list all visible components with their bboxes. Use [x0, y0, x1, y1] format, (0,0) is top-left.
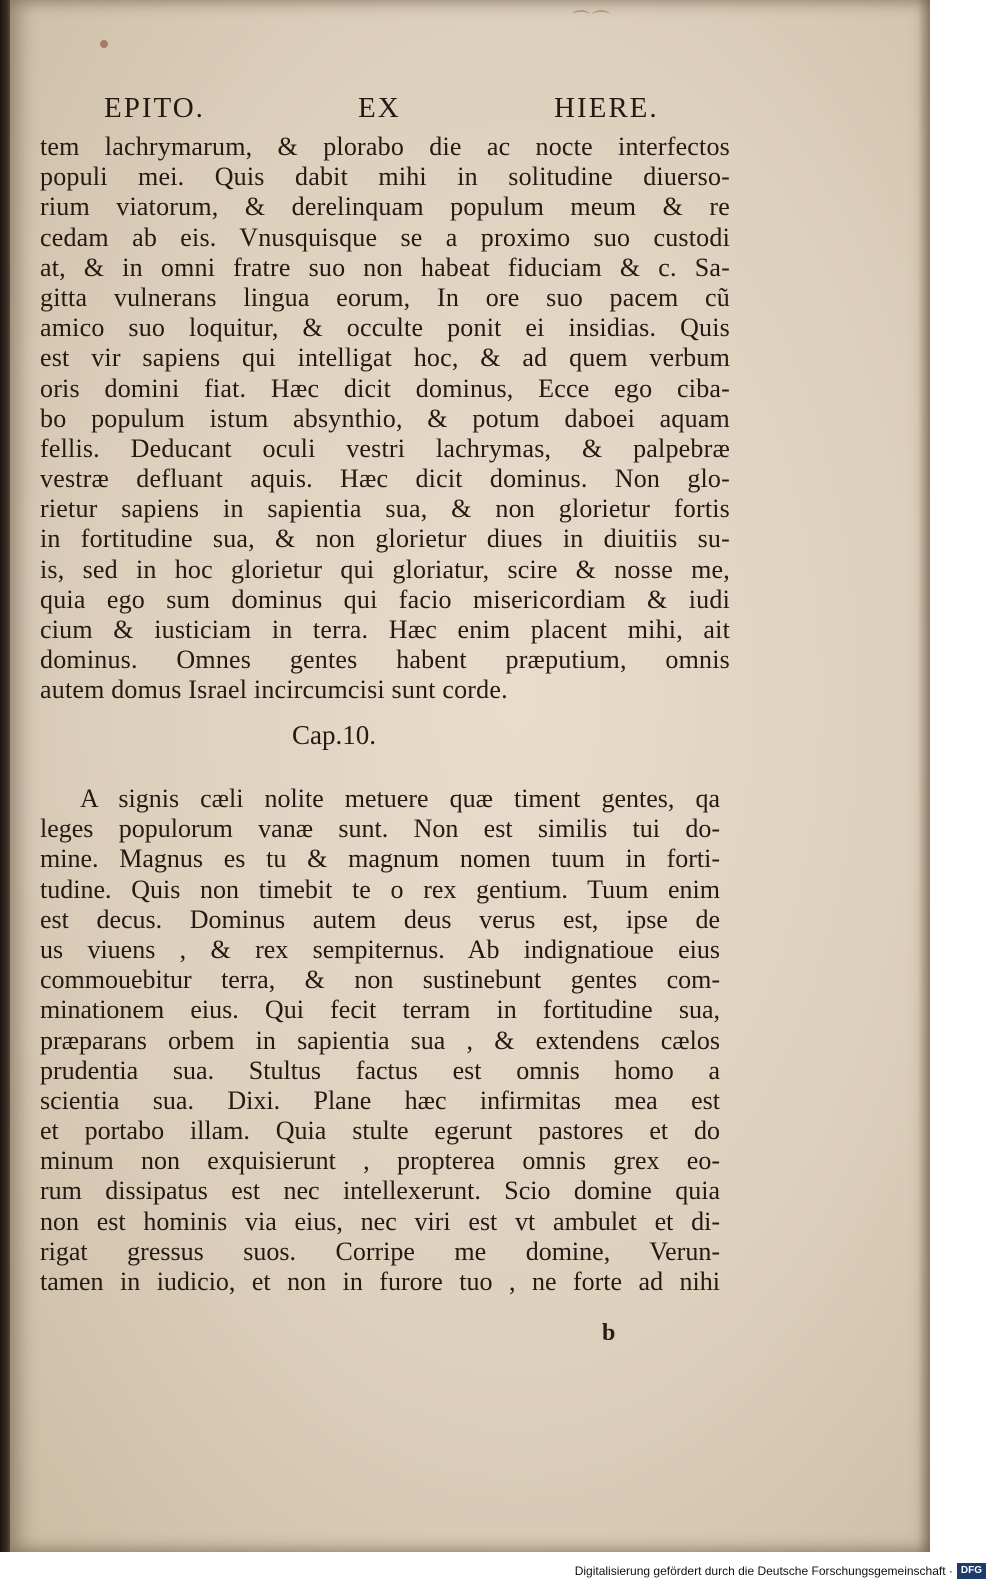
text-line: cedam ab eis. Vnusquisque se a proximo suo custodi	[40, 222, 730, 252]
body-text-top	[40, 132, 730, 706]
text-line: rietur sapiens in sapientia sua, & non glorietur fortis	[40, 494, 730, 524]
text-line: minationem eius. Qui fecit terram in fortitudine sua,	[40, 995, 720, 1025]
text-line: cium & iusticiam in terra. Hæc enim placent mihi, ait	[40, 615, 730, 644]
text-line: autem domus Israel incircumcisi sunt corde.	[40, 675, 508, 705]
catchword: b	[602, 1320, 616, 1346]
text-line: oris domini fiat. Hæc dicit dominus, Ecce ego ciba-	[40, 373, 730, 403]
text-line: præparans orbem in sapientia sua , & extendens cælos	[40, 1025, 720, 1055]
book-page	[10, 0, 930, 1552]
text-line: bo populum istum absynthio, & potum daboei aquam	[40, 403, 730, 433]
text-line: rigat gressus suos. Corripe me domine, Verun-	[40, 1236, 720, 1266]
text-line: est vir sapiens qui intelligat hoc, & ad quem verbum	[40, 343, 730, 373]
text-line: is, sed in hoc glorietur qui gloriatur, scire & nosse me,	[40, 554, 730, 584]
page-edge-shadow	[918, 0, 930, 1552]
running-head	[92, 92, 662, 128]
text-line: rium viatorum, & derelinquam populum meum & re	[40, 192, 730, 222]
footer-credit-text: Digitalisierung gefördert durch die Deutsche Forschungsgemeinschaft ·	[574, 1564, 953, 1578]
text-line: minum non exquisierunt , propterea omnis grex eo-	[40, 1146, 720, 1176]
dfg-logo: DFG	[957, 1563, 986, 1579]
text-line: at, & in omni fratre suo non habeat fiduciam & c. Sa-	[40, 252, 730, 282]
text-line: scientia sua. Dixi. Plane hæc infirmitas mea est	[40, 1085, 720, 1115]
chapter-heading: Cap.10.	[292, 720, 376, 750]
text-line: in fortitudine sua, & non glorietur diues in diuitiis su-	[40, 524, 730, 554]
ink-dot-mark	[100, 40, 108, 48]
text-line: rum dissipatus est nec intellexerunt. Scio domine quia	[40, 1176, 720, 1206]
running-head-center: EX	[358, 92, 401, 124]
text-line: populi mei. Quis dabit mihi in solitudine diuerso-	[40, 162, 730, 192]
text-line: quia ego sum dominus qui facio misericordiam & iudi	[40, 584, 730, 614]
text-line: prudentia sua. Stultus factus est omnis homo a	[40, 1055, 720, 1085]
text-line: us viuens , & rex sempiternus. Ab indignatioue eius	[40, 934, 720, 964]
text-line: amico suo loquitur, & occulte ponit ei insidias. Quis	[40, 313, 730, 343]
text-line: A signis cæli nolite metuere quæ timent gentes, qa	[80, 784, 720, 813]
text-line: tem lachrymarum, & plorabo die ac nocte interfectos	[40, 132, 730, 161]
text-line: gitta vulnerans lingua eorum, In ore suo pacem cũ	[40, 282, 730, 312]
ink-mark-top: ⌒⌒	[572, 10, 612, 30]
text-line: et portabo illam. Quia stulte egerunt pastores et do	[40, 1116, 720, 1146]
body-text-bottom	[40, 784, 720, 1297]
digitization-credit	[575, 1563, 986, 1579]
text-line: non est hominis via eius, nec viri est vt ambulet et di-	[40, 1206, 720, 1236]
running-head-right: HIERE.	[554, 92, 659, 124]
text-line: vestræ defluant aquis. Hæc dicit dominus. Non glo-	[40, 464, 730, 494]
text-line: fellis. Deducant oculi vestri lachrymas, & palpebræ	[40, 433, 730, 463]
text-line: tudine. Quis non timebit te o rex gentium. Tuum enim	[40, 874, 720, 904]
text-line: commouebitur terra, & non sustinebunt gentes com-	[40, 965, 720, 995]
text-line: dominus. Omnes gentes habent præputium, omnis	[40, 645, 730, 675]
text-line: mine. Magnus es tu & magnum nomen tuum in forti-	[40, 844, 720, 874]
text-line: est decus. Dominus autem deus verus est, ipse de	[40, 904, 720, 934]
text-line: tamen in iudicio, et non in furore tuo , ne forte ad nihi	[40, 1267, 720, 1296]
running-head-left: EPITO.	[104, 92, 205, 124]
text-line: leges populorum vanæ sunt. Non est similis tui do-	[40, 814, 720, 844]
